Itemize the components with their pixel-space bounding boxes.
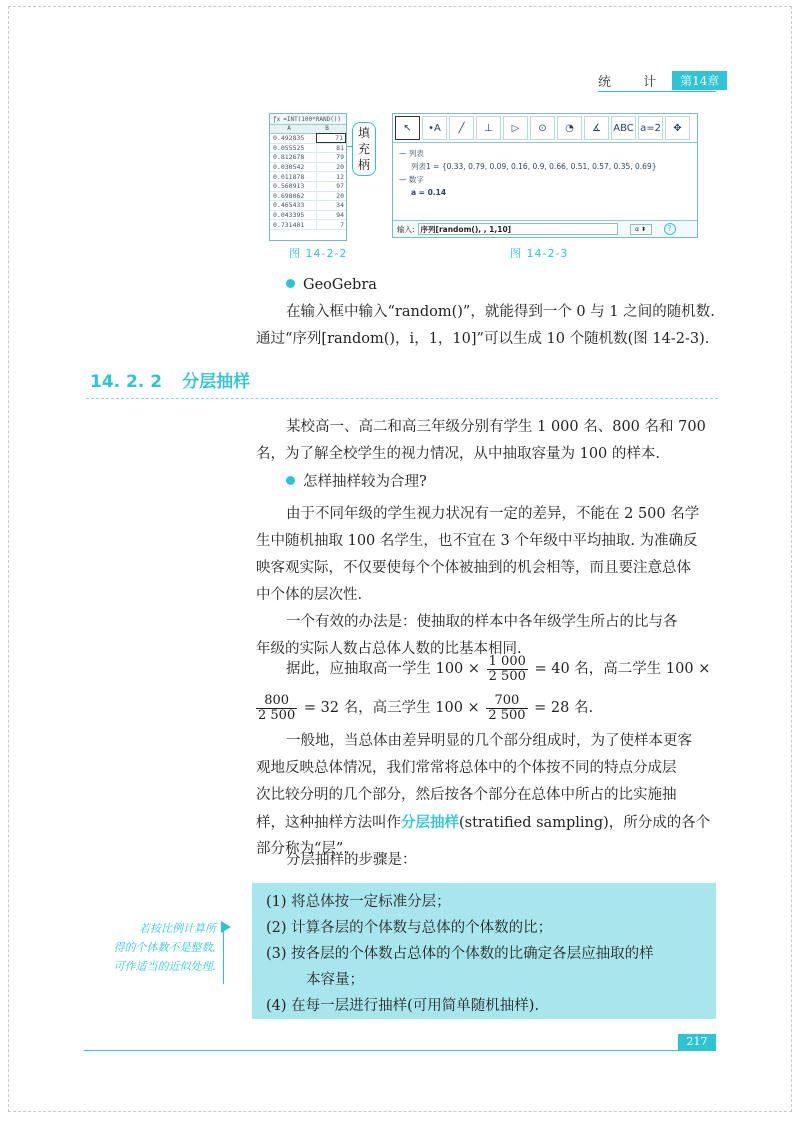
para2-line3: 映客观实际，不仅要使每个个体被抽到的机会相等，而且要注意总体 (256, 560, 691, 576)
caption-fig-14-2-2: 图 14-2-2 (289, 247, 348, 260)
cell-b: 12 (316, 173, 346, 181)
algebra-view (393, 143, 697, 203)
polygon-tool-icon[interactable]: ▷ (503, 116, 528, 140)
bullet-icon (286, 476, 295, 485)
side-note-arrow-icon (221, 921, 231, 933)
table-row (270, 220, 346, 230)
cell-b: 20 (316, 163, 346, 171)
section-heading (90, 367, 250, 392)
side-note-bracket (218, 930, 224, 984)
table-row (270, 144, 346, 154)
para1-line1: 某校高一、高二和高三年级分别有学生 1 000 名、800 名和 700 (286, 419, 706, 435)
para2-line1: 由于不同年级的学生视力状况有一定的差异，不能在 2 500 名学 (286, 506, 700, 522)
cell-a: 0.465433 (273, 201, 305, 210)
fraction-b: $\frac{800}{2 500}$ (258, 692, 296, 723)
calc-a-post: = 40 名，高二学生 100 × (534, 661, 711, 677)
fraction-c: $\frac{700}{2 500}$ (488, 692, 526, 723)
para4-line1: 一般地，当总体由差异明显的几个部分组成时，为了使样本更客 (286, 733, 692, 749)
geogebra-title: GeoGebra (303, 277, 377, 293)
table-row (270, 211, 346, 221)
perpendicular-tool-icon[interactable]: ⊥ (476, 116, 501, 140)
section-title: 分层抽样 (182, 372, 251, 392)
input-label: 输入: (397, 224, 415, 234)
cell-a: 0.492835 (273, 134, 305, 143)
cell-b: 97 (316, 182, 346, 190)
symbol-dropdown[interactable]: α ⬍ (630, 224, 652, 235)
list-value: 列表1 = {0.33, 0.79, 0.09, 0.16, 0.9, 0.66, 0.51, 0.57, 0.35, 0.69} (411, 162, 657, 171)
para2-line2: 生中随机抽取 100 名学生，也不宜在 3 个年级中平均抽取. 为准确反 (256, 533, 698, 549)
header-rule (598, 91, 716, 92)
table-row (270, 163, 346, 173)
cell-b: 71 (316, 133, 346, 143)
number-header: — 数字 (399, 175, 424, 184)
para4-line2: 观地反映总体情况，我们常常将总体中的个体按不同的特点分成层 (256, 760, 677, 776)
list-header: — 列表 (399, 149, 424, 158)
move-view-tool-icon[interactable]: ✥ (665, 116, 690, 140)
cell-b: 20 (316, 192, 346, 200)
point-tool-icon[interactable]: •A (422, 116, 447, 140)
para4-line4: 样，这种抽样方法叫作分层抽样(stratified sampling)，所分成的各个 (256, 814, 711, 831)
chapter-number: 第14章 (672, 71, 727, 90)
para1-line2: 名，为了解全校学生的视力情况，从中抽取容量为 100 的样本. (256, 446, 661, 462)
fx-icon: ƒx (273, 115, 281, 123)
para3-line2: 年级的实际人数占总体人数的比基本相同. (256, 641, 522, 657)
calc-a-pre: 据此，应抽取高一学生 100 × (286, 661, 481, 677)
geogebra-toolbar (393, 114, 697, 143)
fraction-a: $\frac{1 000}{2 500}$ (488, 653, 526, 684)
cell-a: 0.030542 (273, 163, 305, 172)
calc-c-post: = 28 名. (534, 700, 594, 716)
cell-a: 0.011878 (273, 172, 305, 181)
section-number: 14. 2. 2 (90, 372, 163, 392)
cell-a: 0.055525 (273, 143, 305, 152)
fill-handle-callout: 填充柄 (352, 122, 376, 176)
geogebra-bullet (286, 272, 377, 299)
step-1: (1) 将总体按一定标准分层； (266, 894, 451, 910)
cell-b: 7 (316, 221, 346, 229)
table-row (270, 201, 346, 211)
caption-fig-14-2-3: 图 14-2-3 (510, 247, 569, 260)
calc-line2 (254, 691, 593, 725)
cell-a: 0.698062 (273, 191, 305, 200)
geogebra-note-line1: 在输入框中输入“random()”，就能得到一个 0 与 1 之间的随机数. (286, 304, 715, 320)
excel-screenshot (269, 113, 347, 241)
para2-line4: 中个体的层次性. (256, 587, 363, 603)
number-value: a = 0.14 (411, 188, 447, 197)
chapter-word: 统 计 (598, 74, 671, 90)
table-row (270, 172, 346, 182)
input-field[interactable]: 序列[random(), , 1,10] (418, 223, 618, 235)
slider-tool-icon[interactable]: a=2 (638, 116, 663, 140)
cell-b: 79 (316, 153, 346, 161)
cell-a: 0.560913 (273, 182, 305, 191)
question (286, 469, 427, 496)
input-bar (393, 220, 697, 237)
geogebra-note-line2: 通过“序列[random()，i，1，10]”可以生成 10 个随机数(图 14-2-3). (256, 331, 710, 347)
term-stratified-sampling: 分层抽样 (401, 814, 459, 831)
footer-rule (84, 1050, 716, 1051)
step-2: (2) 计算各层的个体数与总体的个体数的比； (266, 920, 553, 936)
table-row (270, 192, 346, 202)
formula-text: =INT(100*RAND()) (283, 115, 342, 123)
running-header (598, 70, 727, 90)
steps-box (252, 883, 716, 1019)
cell-b: 94 (316, 211, 346, 219)
line-tool-icon[interactable]: ╱ (449, 116, 474, 140)
cell-a: 0.812678 (273, 153, 305, 162)
formula-bar (270, 114, 346, 125)
cell-b: 81 (316, 144, 346, 152)
section-rule (86, 398, 718, 399)
cell-a: 0.043395 (273, 211, 305, 220)
geogebra-screenshot (392, 113, 698, 238)
circle-tool-icon[interactable]: ⊙ (530, 116, 555, 140)
arc-tool-icon[interactable]: ◔ (557, 116, 582, 140)
steps-intro: 分层抽样的步骤是： (286, 852, 417, 868)
calc-b-post: = 32 名，高三学生 100 × (303, 700, 480, 716)
help-icon[interactable]: ? (664, 223, 676, 235)
table-row (270, 134, 346, 144)
page-number: 217 (678, 1034, 716, 1050)
para4-line5: 部分称为“层”. (256, 841, 348, 857)
move-tool-icon[interactable]: ↖ (395, 116, 420, 140)
step-4: (4) 在每一层进行抽样(可用简单随机抽样). (266, 998, 540, 1014)
question-text: 怎样抽样较为合理? (303, 474, 427, 490)
step-3-cont: 本容量； (306, 972, 364, 988)
cell-b: 34 (316, 201, 346, 209)
side-note-line1: 若按比例计算所 (139, 922, 216, 935)
column-a-header: A (287, 125, 291, 132)
bullet-icon (286, 279, 295, 288)
cell-a: 0.731401 (273, 220, 305, 229)
side-note (76, 919, 216, 976)
table-row (270, 153, 346, 163)
side-note-line3: 可作适当的近似处理. (113, 960, 216, 973)
angle-tool-icon[interactable]: ∡ (584, 116, 609, 140)
para4-line3: 次比较分明的几个部分，然后按各个部分在总体中所占的比实施抽 (256, 787, 677, 803)
side-note-line2: 得的个体数不是整数, (113, 941, 216, 954)
step-3: (3) 按各层的个体数占总体的个体数的比确定各层应抽取的样 (266, 946, 654, 962)
calc-line1 (286, 652, 710, 686)
para3-line1: 一个有效的办法是：使抽取的样本中各年级学生所占的比与各 (286, 614, 678, 630)
text-tool-icon[interactable]: ABC (611, 116, 636, 140)
column-b-header: B (325, 125, 329, 132)
table-row (270, 182, 346, 192)
